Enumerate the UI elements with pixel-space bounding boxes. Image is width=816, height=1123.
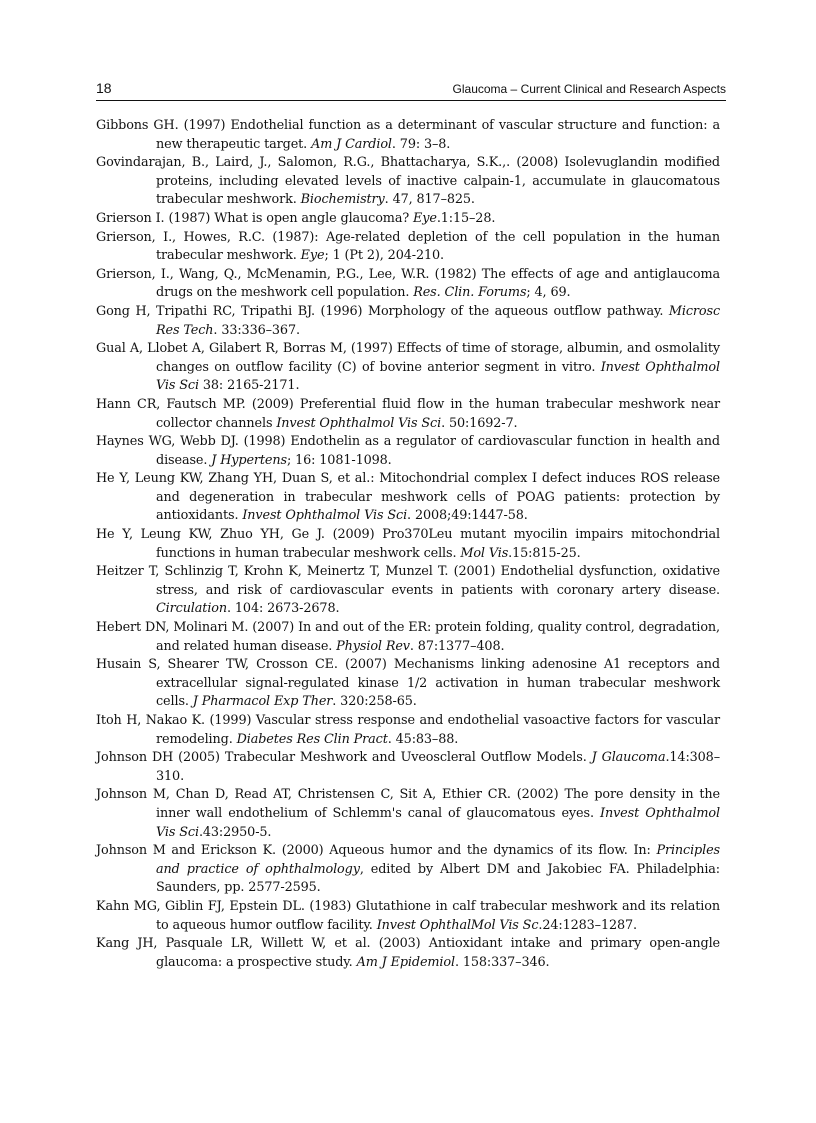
reference-entry	[96, 712, 720, 749]
reference-entry	[96, 749, 720, 786]
journal-title: Biochemistry	[300, 192, 385, 208]
journal-title: Principles and practice of ophthalmology	[156, 843, 720, 877]
reference-entry	[96, 396, 720, 433]
journal-title: Invest Ophthalmol Vis Sci	[156, 359, 720, 394]
reference-text: Grierson I. (1987) What is open angle glaucoma?	[96, 210, 414, 226]
journal-title: J Hypertens	[211, 452, 287, 468]
reference-citation: ; 16: 1081-1098.	[286, 452, 392, 468]
reference-citation: , edited by Albert DM and Jakobiec FA. Philadelphia: Saunders, pp. 2577-2595.	[156, 861, 720, 896]
reference-entry	[96, 154, 720, 210]
reference-entry	[96, 786, 720, 842]
journal-title: J Glaucoma	[591, 750, 666, 766]
reference-entry	[96, 656, 720, 712]
reference-citation: ; 1 (Pt 2), 204-210.	[324, 248, 444, 264]
reference-entry	[96, 526, 720, 563]
reference-text: Haynes WG, Webb DJ. (1998) Endothelin as a regulator of cardiovascular function in health and disease.	[96, 434, 720, 468]
reference-citation: .1:15–28.	[436, 210, 496, 226]
journal-title: J Pharmacol Exp Ther	[192, 694, 333, 710]
reference-text: Husain S, Shearer TW, Crosson CE. (2007) Mechanisms linking adenosine A1 receptors and extracellular signal-regulated kinase 1/2 activation in human trabecular meshwork cells.	[96, 657, 720, 710]
reference-text: Johnson M, Chan D, Read AT, Christensen C, Sit A, Ethier CR. (2002) The pore density in the inner wall endothelium of Schlemm's canal of glaucomatous eyes.	[96, 787, 720, 821]
reference-citation: .14:308–310.	[156, 750, 720, 784]
reference-citation: . 87:1377–408.	[409, 638, 505, 654]
reference-citation: ; 4, 69.	[526, 285, 571, 301]
reference-text: Gual A, Llobet A, Gilabert R, Borras M, (1997) Effects of time of storage, albumin, and osmolality changes on outflow facility (C) of bovine anterior segment in vitro.	[96, 341, 720, 375]
reference-text: He Y, Leung KW, Zhuo YH, Ge J. (2009) Pro370Leu mutant myocilin impairs mitochondrial functions in human trabecular meshwork cells.	[96, 527, 720, 561]
reference-entry	[96, 117, 720, 154]
reference-entry	[96, 470, 720, 526]
journal-title: Mol Vis	[460, 545, 509, 561]
journal-title: Invest Ophthalmol Vis Sci	[242, 508, 408, 524]
reference-citation: . 320:258-65.	[332, 694, 417, 710]
reference-citation: .15:815-25.	[508, 545, 581, 561]
reference-entry	[96, 935, 720, 972]
reference-citation: . 104: 2673-2678.	[227, 601, 340, 617]
reference-text: Itoh H, Nakao K. (1999) Vascular stress response and endothelial vasoactive factors for vascular remodeling.	[96, 713, 720, 747]
reference-entry	[96, 433, 720, 470]
reference-entry	[96, 842, 720, 898]
journal-title: Circulation	[156, 601, 227, 617]
reference-text: Grierson, I., Wang, Q., McMenamin, P.G., Lee, W.R. (1982) The effects of age and antiglaucoma drugs on the meshwork cell population.	[96, 266, 720, 301]
reference-text: Gibbons GH. (1997) Endothelial function as a determinant of vascular structure and function: a new therapeutic target.	[96, 118, 720, 152]
reference-citation: . 45:83–88.	[387, 731, 459, 747]
reference-text: Gong H, Tripathi RC, Tripathi BJ. (1996) Morphology of the aqueous outflow pathway.	[96, 303, 669, 319]
reference-entry	[96, 563, 720, 619]
reference-text: Grierson, I., Howes, R.C. (1987): Age-related depletion of the cell population in the human trabecular meshwork.	[96, 229, 720, 264]
journal-title: Invest OphthalMol Vis Sc	[376, 917, 539, 933]
journal-title: Res. Clin. Forums	[413, 285, 527, 301]
reference-entry	[96, 619, 720, 656]
journal-title: Physiol Rev	[336, 638, 410, 654]
reference-text: Kang JH, Pasquale LR, Willett W, et al. (2003) Antioxidant intake and primary open-angle glaucoma: a prospective study.	[96, 936, 720, 970]
reference-citation: 38: 2165-2171.	[198, 378, 300, 394]
page-header	[96, 80, 726, 101]
reference-entry	[96, 266, 720, 303]
reference-text: Hebert DN, Molinari M. (2007) In and out of the ER: protein folding, quality control, degradation, and related human disease.	[96, 620, 720, 654]
running-title: Glaucoma – Current Clinical and Research Aspects	[452, 82, 726, 96]
reference-citation: . 2008;49:1447-58.	[407, 508, 528, 524]
reference-entry	[96, 229, 720, 266]
journal-title: Invest Ophthalmol Vis Sci	[156, 805, 720, 840]
reference-citation: . 33:336–367.	[213, 322, 300, 338]
reference-entry	[96, 340, 720, 396]
page-number: 18	[96, 80, 112, 96]
journal-title: Am J Cardiol	[311, 136, 392, 152]
reference-text: Heitzer T, Schlinzig T, Krohn K, Meinertz T, Munzel T. (2001) Endothelial dysfunction, oxidative stress, and risk of cardiovascular events in patients with coronary artery disease.	[96, 564, 720, 598]
reference-citation: . 47, 817–825.	[384, 192, 475, 208]
journal-title: Eye	[300, 248, 325, 264]
reference-text: He Y, Leung KW, Zhang YH, Duan S, et al.: Mitochondrial complex I defect induces ROS release and degeneration in trabecular meshwork cells of POAG patients: protection by antioxidants.	[96, 471, 720, 524]
reference-citation: .43:2950-5.	[198, 824, 272, 840]
reference-citation: .24:1283–1287.	[538, 917, 637, 933]
reference-text: Johnson M and Erickson K. (2000) Aqueous humor and the dynamics of its flow. In:	[96, 843, 657, 859]
reference-citation: . 79: 3–8.	[391, 136, 451, 152]
reference-entry	[96, 898, 720, 935]
journal-title: Diabetes Res Clin Pract	[236, 731, 388, 747]
reference-text: Johnson DH (2005) Trabecular Meshwork and Uveoscleral Outflow Models.	[96, 750, 592, 766]
journal-title: Am J Epidemiol	[356, 954, 455, 970]
reference-citation: . 50:1692-7.	[441, 415, 518, 431]
journal-title: Microsc Res Tech	[156, 303, 720, 338]
reference-entry	[96, 303, 720, 340]
reference-text: Hann CR, Fautsch MP. (2009) Preferential fluid flow in the human trabecular meshwork near collector channels	[96, 396, 720, 431]
journal-title: Invest Ophthalmol Vis Sci	[276, 415, 442, 431]
reference-list	[96, 117, 720, 972]
journal-title: Eye	[413, 210, 437, 226]
reference-entry	[96, 210, 720, 229]
reference-citation: . 158:337–346.	[454, 954, 550, 970]
reference-text: Kahn MG, Giblin FJ, Epstein DL. (1983) Glutathione in calf trabecular meshwork and its relation to aqueous humor outflow facility.	[96, 898, 720, 933]
reference-text: Govindarajan, B., Laird, J., Salomon, R.G., Bhattacharya, S.K.,. (2008) Isolevuglandin modified proteins, including elevated levels of inactive calpain-1, accumulate in glaucomatous trabecular meshwork.	[96, 155, 720, 208]
